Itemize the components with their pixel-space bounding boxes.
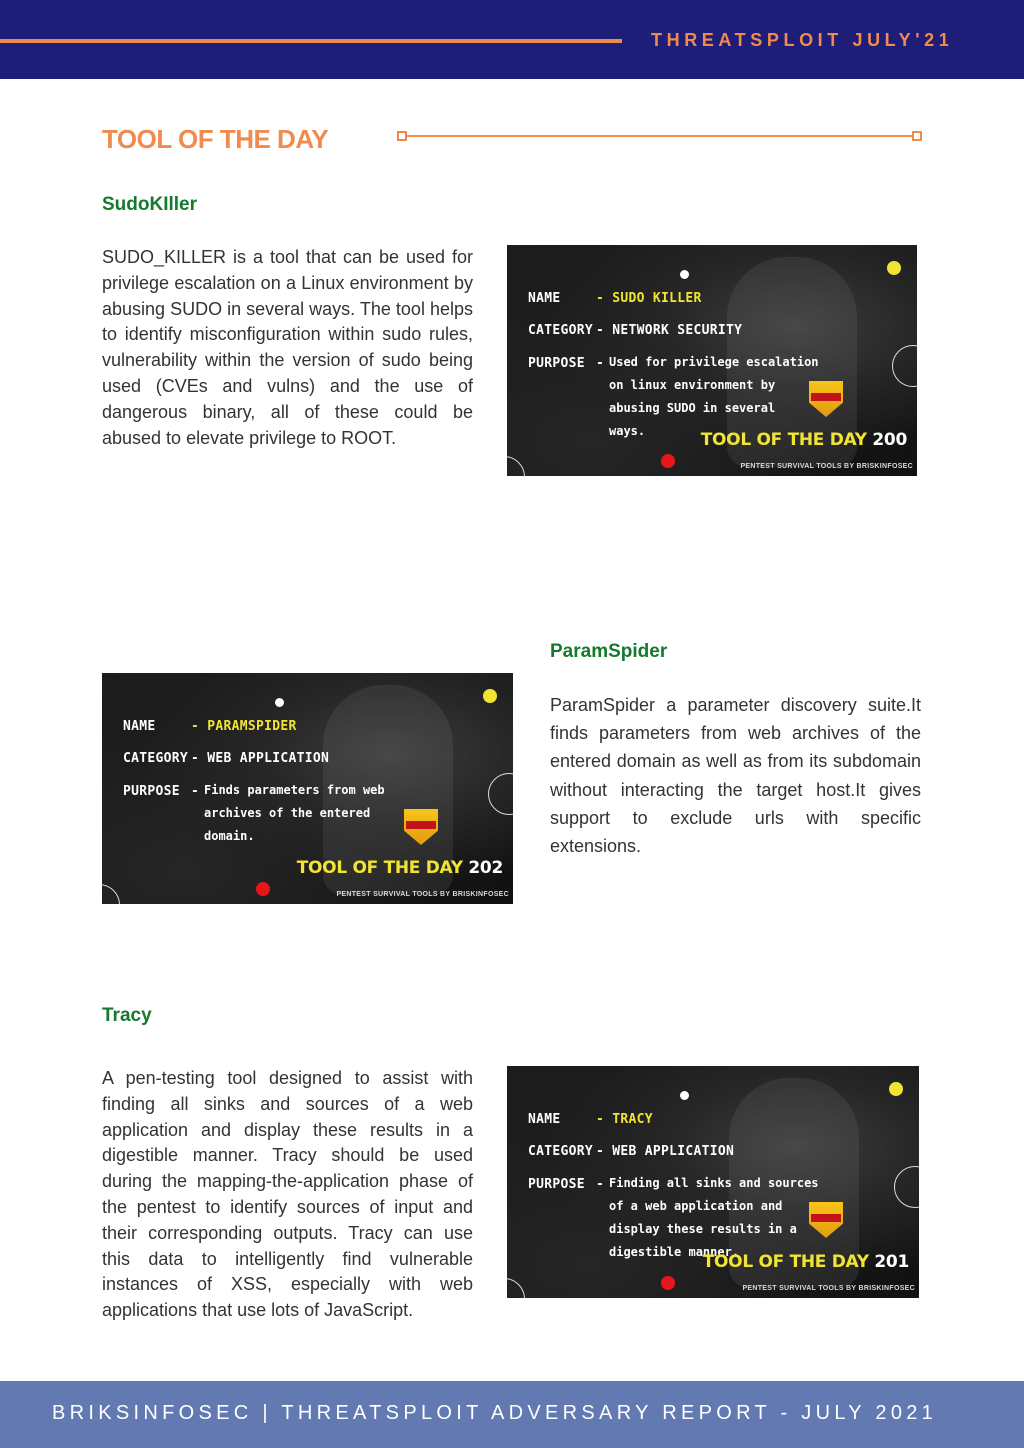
tool-card-sudokiller: [507, 245, 917, 476]
card-category-row: [528, 1144, 734, 1159]
tool-name-tracy: Tracy: [102, 1005, 152, 1026]
tool-card-tracy: [507, 1066, 919, 1298]
card-purpose-text: [204, 779, 385, 848]
card-name-row: [528, 1112, 653, 1127]
card-name-label: NAME: [123, 719, 156, 734]
card-footer-text: PENTEST SURVIVAL TOOLS BY BRISKINFOSEC: [742, 1285, 915, 1292]
ring-decoration-left: [102, 884, 120, 904]
red-dot: [661, 454, 675, 468]
card-purpose-dash: -: [191, 784, 200, 799]
card-category-label: CATEGORY: [528, 1144, 594, 1159]
yellow-dot: [889, 1082, 903, 1096]
card-purpose-label: PURPOSE: [123, 784, 180, 799]
white-dot: [680, 270, 689, 279]
card-purpose-line: Used for privilege escalation: [609, 355, 819, 369]
footer-text: BRIKSINFOSEC | THREATSPLOIT ADVERSARY REPORT - JULY 2021: [52, 1402, 938, 1424]
card-purpose-line: digestible manner.: [609, 1245, 740, 1259]
totd-number: 200: [872, 430, 907, 450]
card-footer-text: PENTEST SURVIVAL TOOLS BY BRISKINFOSEC: [740, 463, 913, 470]
card-category-row: [123, 751, 329, 766]
card-purpose-label: PURPOSE: [528, 356, 585, 371]
section-title: TOOL OF THE DAY: [102, 124, 329, 154]
card-footer-text: PENTEST SURVIVAL TOOLS BY BRISKINFOSEC: [336, 891, 509, 898]
card-purpose-line: ways.: [609, 424, 646, 438]
tool-name-sudokiller: SudoKIller: [102, 194, 198, 215]
section-divider: [401, 135, 916, 137]
totd-number: 202: [468, 858, 503, 878]
card-purpose-line: abusing SUDO in several: [609, 401, 776, 415]
tool-description-tracy: A pen-testing tool designed to assist with finding all sinks and sources of a web application and display these results in a digestible manner. Tracy should be used during the mapping-the-application phase of the pentest to identify sources of input and their corresponding outputs. Tracy can use this data to intelligently find vulnerable instances of XSS, especially with web applications that use lots of JavaScript.: [102, 1068, 473, 1321]
card-category-value: - NETWORK SECURITY: [596, 323, 743, 338]
card-purpose-line: Finding all sinks and sources: [609, 1176, 819, 1190]
header-title: THREATSPLOIT JULY'21: [651, 30, 954, 50]
card-purpose-row: [528, 356, 604, 371]
divider-end-marker: [912, 131, 922, 141]
ring-decoration-right: [894, 1166, 919, 1208]
card-purpose-row: [528, 1177, 604, 1192]
ring-decoration-left: [507, 1278, 525, 1298]
card-name-row: [123, 719, 297, 734]
card-name-value: - PARAMSPIDER: [191, 719, 297, 734]
card-name-label: NAME: [528, 291, 561, 306]
card-purpose-label: PURPOSE: [528, 1177, 585, 1192]
card-name-value: - TRACY: [596, 1112, 653, 1127]
tool-description-sudokiller: SUDO_KILLER is a tool that can be used for privilege escalation on a Linux environment by abusing SUDO in several ways. The tool helps to identify misconfiguration within sudo rules, vulnerability within the version of sudo being used (CVEs and vulns) and the use of dangerous binary, all of these could be abused to elevate privilege to ROOT.: [102, 247, 473, 448]
white-dot: [680, 1091, 689, 1100]
ring-decoration-left: [507, 456, 525, 476]
card-purpose-line: on linux environment by: [609, 378, 776, 392]
ring-decoration-right: [892, 345, 917, 387]
totd-text: TOOL OF THE DAY: [702, 1252, 869, 1272]
card-category-value: - WEB APPLICATION: [191, 751, 330, 766]
card-purpose-dash: -: [596, 1177, 605, 1192]
divider-start-marker: [397, 131, 407, 141]
totd-text: TOOL OF THE DAY: [700, 430, 867, 450]
card-purpose-dash: -: [596, 356, 605, 371]
tool-description-paramspider: ParamSpider a parameter discovery suite.It finds parameters from web archives of the entered domain as well as from its subdomain without interacting the target host.It gives support to exclude urls with specific extensions.: [550, 695, 921, 857]
card-purpose-row: [123, 784, 199, 799]
header-accent-line: [0, 39, 622, 43]
card-category-label: CATEGORY: [123, 751, 189, 766]
card-purpose-line: display these results in a: [609, 1222, 797, 1236]
red-dot: [661, 1276, 675, 1290]
tool-of-the-day-label: [701, 430, 907, 450]
ring-decoration-right: [488, 773, 513, 815]
card-purpose-text: [609, 1172, 819, 1264]
tool-of-the-day-label: [703, 1252, 909, 1272]
card-name-label: NAME: [528, 1112, 561, 1127]
red-dot: [256, 882, 270, 896]
tool-card-paramspider: [102, 673, 513, 904]
card-purpose-line: Finds parameters from web: [204, 783, 385, 797]
tool-of-the-day-label: [297, 858, 503, 878]
totd-text: TOOL OF THE DAY: [296, 858, 463, 878]
card-category-value: - WEB APPLICATION: [596, 1144, 735, 1159]
white-dot: [275, 698, 284, 707]
card-name-value: - SUDO KILLER: [596, 291, 702, 306]
card-purpose-line: domain.: [204, 829, 255, 843]
card-purpose-line: archives of the entered: [204, 806, 371, 820]
card-name-row: [528, 291, 702, 306]
card-purpose-line: of a web application and: [609, 1199, 783, 1213]
tool-name-paramspider: ParamSpider: [550, 641, 668, 662]
yellow-dot: [483, 689, 497, 703]
card-category-row: [528, 323, 742, 338]
yellow-dot: [887, 261, 901, 275]
totd-number: 201: [874, 1252, 909, 1272]
card-category-label: CATEGORY: [528, 323, 594, 338]
